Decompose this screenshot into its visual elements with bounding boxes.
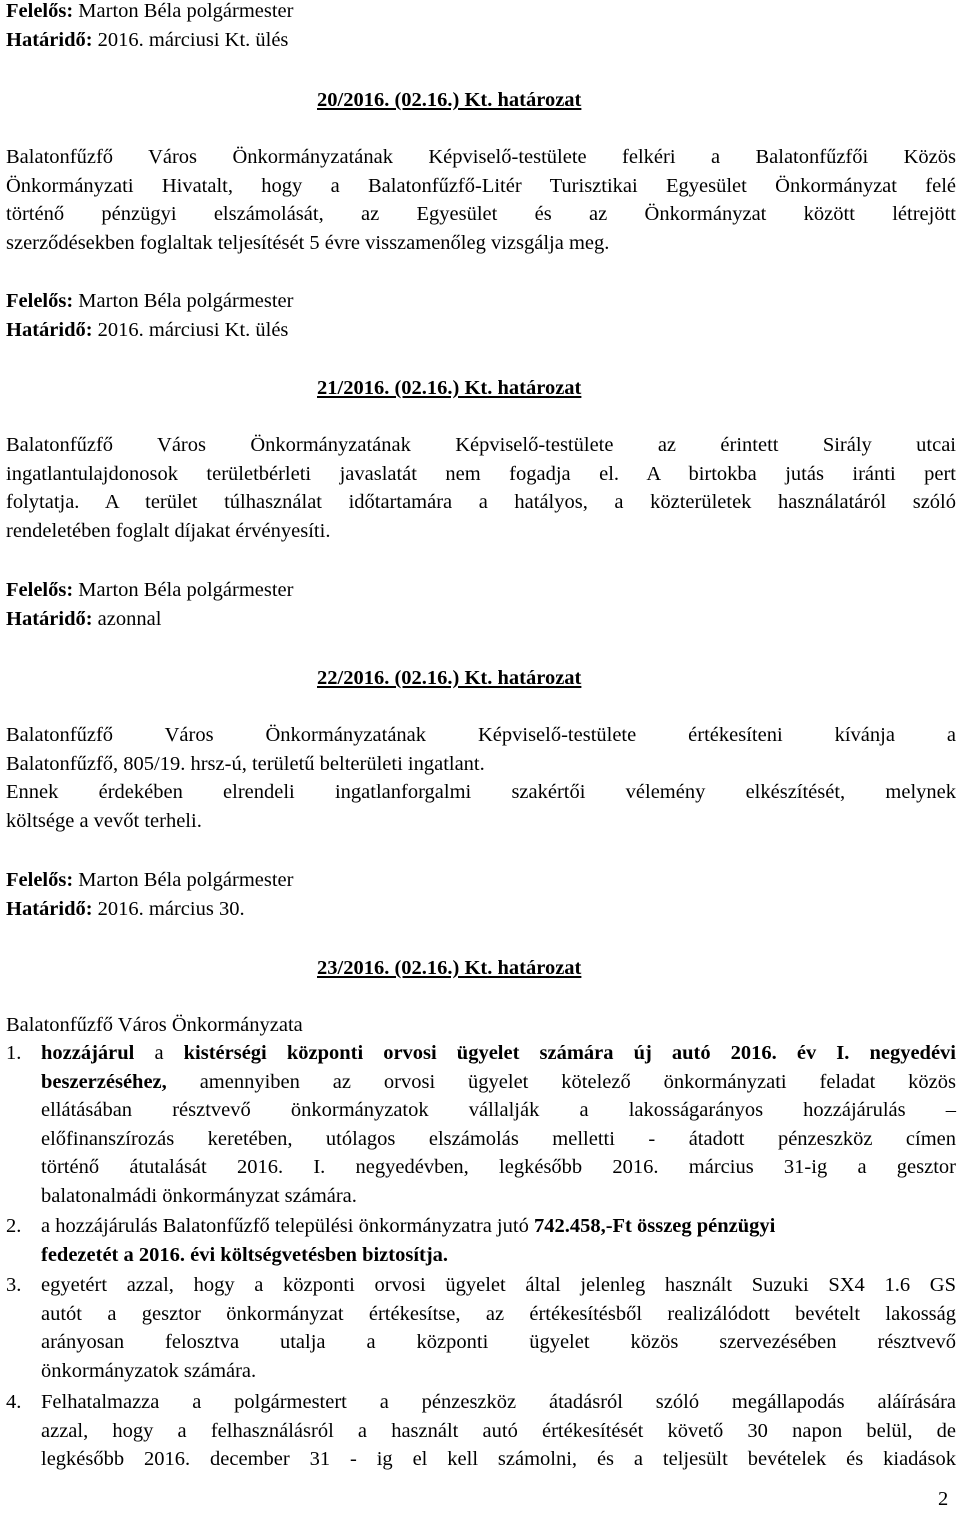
item-3-text: egyetért azzal, hogy a központi orvosi ügyelet által jelenleg használt Suzuki SX4 1.6 GS <box>41 1274 956 1296</box>
resolution-21-line: folytatja. A terület túlhasználat időtartamára a hatályos, a közterületek használatáról szóló <box>6 491 956 514</box>
item-number: 3. <box>6 1274 22 1296</box>
deadline-label: Határidő: <box>6 318 93 341</box>
top-responsibility-block <box>6 0 956 54</box>
responsible-value: Marton Béla polgármester <box>73 290 294 312</box>
resolution-23-item-2 <box>6 1212 956 1269</box>
resolution-23-intro <box>6 1011 956 1040</box>
resolution-21-title: 21/2016. (02.16.) Kt. határozat <box>317 377 582 399</box>
resolution-21-line: Balatonfűzfő Város Önkormányzatának Képviselő-testülete az érintett Sirály utcai <box>6 434 956 456</box>
resolution-20-line: Balatonfűzfő Város Önkormányzatának Képviselő-testülete felkéri a Balatonfűzfői Közös <box>6 146 956 168</box>
item-1-bold-verb: hozzájárul <box>41 1042 135 1064</box>
deadline-value: 2016. márciusi Kt. ülés <box>92 28 289 51</box>
item-number: 2. <box>6 1215 22 1237</box>
responsible-label: Felelős: <box>6 0 74 22</box>
deadline-label: Határidő: <box>6 607 93 630</box>
resolution-23-intro-text: Balatonfűzfő Város Önkormányzata <box>6 1014 303 1036</box>
resolution-21-body <box>6 431 956 545</box>
resolution-22-title: 22/2016. (02.16.) Kt. határozat <box>317 667 582 689</box>
responsible-value: Marton Béla polgármester <box>73 869 294 891</box>
resolution-21-line: ingatlantulajdonosok területbérleti javaslatát nem fogadja el. A birtokba jutás iránti pert <box>6 462 956 485</box>
item-1-text: történő átutalását 2016. I. negyedévben, legkésőbb 2016. március 31-ig a gesztor <box>41 1156 956 1179</box>
item-4-text: Felhatalmazza a polgármestert a pénzeszköz átadásról szóló megállapodás aláírására <box>41 1391 956 1413</box>
item-4-text: azzal, hogy a felhasználásról a használt autó értékesítését követő 30 napon belül, de <box>41 1419 956 1442</box>
item-1-bold-procurement: beszerzéséhez, <box>41 1070 167 1093</box>
resolution-20-line: Önkormányzati Hivatalt, hogy a Balatonfűzfő-Litér Turisztikai Egyesület Önkormányzat felé <box>6 174 956 197</box>
item-3-text: arányosan felosztva utalja a központi ügyelet közös szervezésében résztvevő <box>41 1331 956 1354</box>
deadline-value: 2016. márciusi Kt. ülés <box>92 318 289 341</box>
item-1-text: előfinanszírozás keretében, utólagos elszámolás melletti - átadott pénzeszköz címen <box>41 1127 956 1150</box>
resolution-21-line: rendeletében foglalt díjakat érvényesíti. <box>6 519 331 542</box>
resolution-22-line: Ennek érdekében elrendeli ingatlanforgalmi szakértői vélemény elkészítését, melynek <box>6 781 956 804</box>
resolution-23-item-4 <box>6 1388 956 1474</box>
deadline-value: azonnal <box>92 607 162 630</box>
resolution-22-line: költsége a vevőt terheli. <box>6 809 202 832</box>
resolution-20-body <box>6 143 956 257</box>
item-2-bold-amount: 742.458,-Ft összeg pénzügyi <box>533 1215 776 1237</box>
item-4-text: legkésőbb 2016. december 31 - ig el kell számolni, és a teljesült bevételek és kiadások <box>41 1448 956 1471</box>
responsible-label: Felelős: <box>6 579 74 601</box>
deadline-label: Határidő: <box>6 897 93 920</box>
responsible-value: Marton Béla polgármester <box>73 0 294 22</box>
item-number: 1. <box>6 1042 22 1064</box>
page-number: 2 <box>938 1488 949 1510</box>
item-1-connector: a <box>134 1042 184 1064</box>
item-3-text: autót a gesztor önkormányzat értékesítse, az értékesítésből realizálódott bevételt lakosság <box>41 1302 956 1325</box>
item-3-text: önkormányzatok számára. <box>41 1359 257 1382</box>
resolution-22-responsibility <box>6 866 956 923</box>
responsible-value: Marton Béla polgármester <box>73 579 294 601</box>
resolution-23-title: 23/2016. (02.16.) Kt. határozat <box>317 957 582 979</box>
resolution-22-line: Balatonfűzfő Város Önkormányzatának Képviselő-testülete értékesíteni kívánja a <box>6 724 956 746</box>
deadline-line <box>6 26 956 55</box>
item-2-bold-text: fedezetét a 2016. évi költségvetésben biztosítja. <box>41 1243 449 1266</box>
resolution-20-line: szerződésekben foglaltak teljesítését 5 évre visszamenőleg vizsgálja meg. <box>6 231 610 254</box>
deadline-value: 2016. március 30. <box>92 897 245 920</box>
resolution-20-line: történő pénzügyi elszámolását, az Egyesület és az Önkormányzat között létrejött <box>6 203 956 226</box>
resolution-23-item-1 <box>6 1039 956 1211</box>
resolution-22-line: Balatonfűzfő, 805/19. hrsz-ú, területű belterületi ingatlant. <box>6 752 485 775</box>
responsible-label: Felelős: <box>6 290 74 312</box>
responsible-label: Felelős: <box>6 869 74 891</box>
item-1-text: amennyiben az orvosi ügyelet kötelező önkormányzati feladat közös <box>166 1070 956 1093</box>
item-2-text: a hozzájárulás Balatonfűzfő települési önkormányzatra jutó <box>41 1215 534 1237</box>
resolution-20-title: 20/2016. (02.16.) Kt. határozat <box>317 89 582 111</box>
resolution-23-item-3 <box>6 1271 956 1385</box>
responsible-line <box>6 0 956 26</box>
deadline-label: Határidő: <box>6 28 93 51</box>
item-number: 4. <box>6 1391 22 1413</box>
item-1-text: ellátásában résztvevő önkormányzatok vállalják a lakosságarányos hozzájárulás – <box>41 1099 956 1122</box>
resolution-21-responsibility <box>6 576 956 633</box>
resolution-22-body <box>6 721 956 835</box>
item-1-text: balatonalmádi önkormányzat számára. <box>41 1184 357 1207</box>
resolution-20-responsibility <box>6 287 956 344</box>
item-1-bold-subject: kistérségi központi orvosi ügyelet számára új autó 2016. év I. negyedévi <box>183 1042 956 1064</box>
